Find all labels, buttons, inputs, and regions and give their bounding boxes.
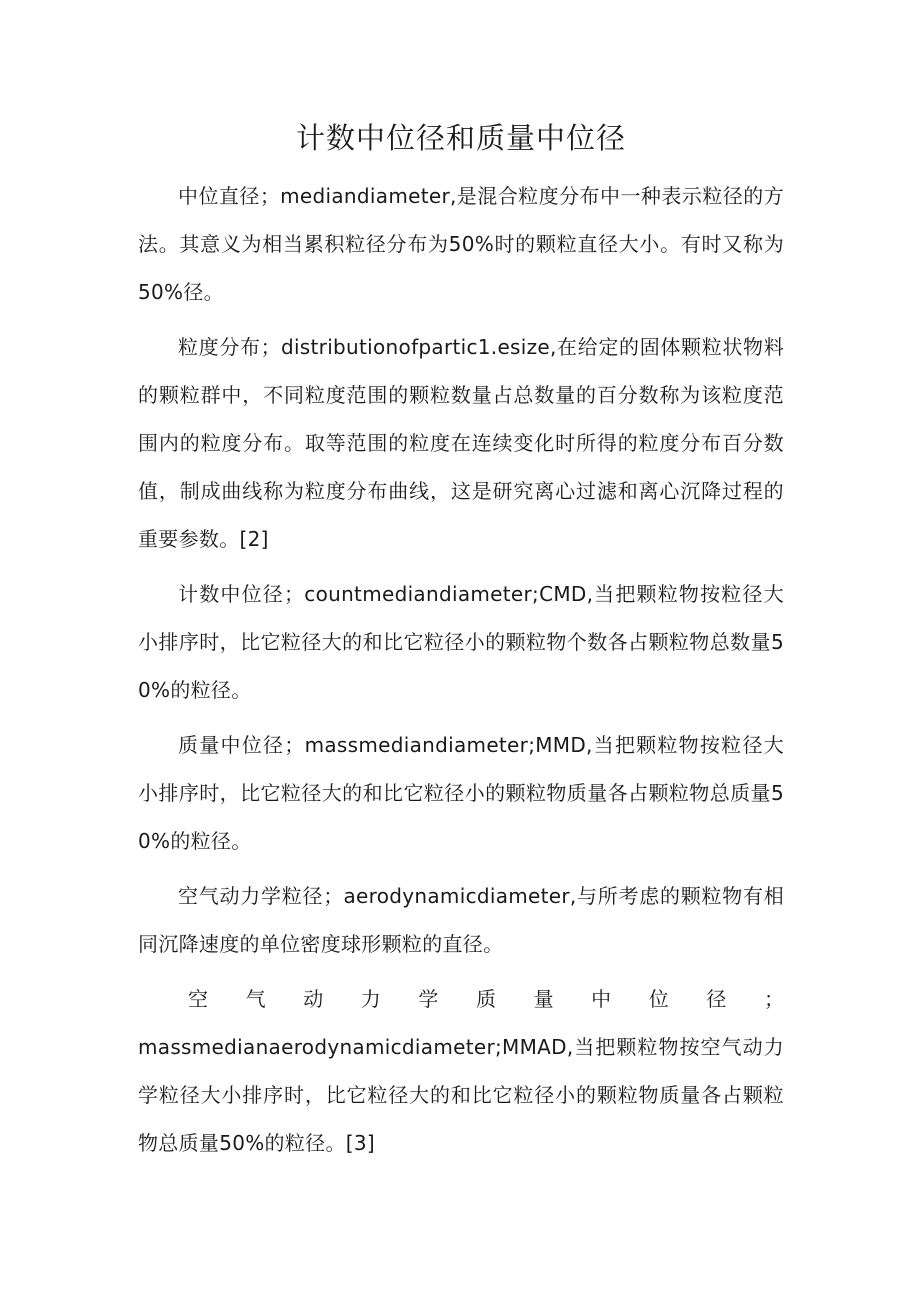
heading-char: 径 xyxy=(706,987,727,1011)
paragraph-mmad-heading xyxy=(138,975,784,1023)
heading-char: 空 xyxy=(188,987,208,1011)
heading-char: 气 xyxy=(245,987,266,1011)
paragraph-median-diameter: 中位直径；mediandiameter,是混合粒度分布中一种表示粒径的方法。其意义为相当累积粒径分布为50%时的颗粒直径大小。有时又称为50%径。 xyxy=(138,184,784,304)
heading-char: 质 xyxy=(475,987,496,1011)
heading-char: 学 xyxy=(418,987,439,1011)
document-body xyxy=(138,112,784,1174)
heading-char: ； xyxy=(763,987,784,1011)
heading-char: 中 xyxy=(591,987,612,1011)
paragraph-count-median-diameter: 计数中位径；countmediandiameter;CMD,当把颗粒物按粒径大小排序时，比它粒径大的和比它粒径小的颗粒物个数各占颗粒物总数量50%的粒径。 xyxy=(138,582,784,702)
heading-char: 量 xyxy=(533,987,554,1011)
heading-char: 力 xyxy=(360,987,381,1011)
document-title: 计数中位径和质量中位径 xyxy=(295,121,626,155)
paragraph-aerodynamic-diameter: 空气动力学粒径；aerodynamicdiameter,与所考虑的颗粒物有相同沉降速度的单位密度球形颗粒的直径。 xyxy=(138,884,784,956)
paragraph-mass-median-diameter: 质量中位径；massmediandiameter;MMD,当把颗粒物按粒径大小排序时，比它粒径大的和比它粒径小的颗粒物质量各占颗粒物总质量50%的粒径。 xyxy=(138,733,784,853)
paragraph-particle-size-distribution: 粒度分布；distributionofpartic1.esize,在给定的固体颗粒状物料的颗粒群中，不同粒度范围的颗粒数量占总数量的百分数称为该粒度范围内的粒度分布。取等范围的粒度在连续变化时所得的粒度分布百分数值，制成曲线称为粒度分布曲线，这是研究离心过滤和离心沉降过程的重要参数。[2] xyxy=(138,335,784,551)
heading-char: 位 xyxy=(648,987,669,1011)
paragraph-mmad-body: massmedianaerodynamicdiameter;MMAD,当把颗粒物按空气动力学粒径大小排序时，比它粒径大的和比它粒径小的颗粒物质量各占颗粒物总质量50%的粒径。[3] xyxy=(138,1035,784,1155)
heading-char: 动 xyxy=(303,987,324,1011)
